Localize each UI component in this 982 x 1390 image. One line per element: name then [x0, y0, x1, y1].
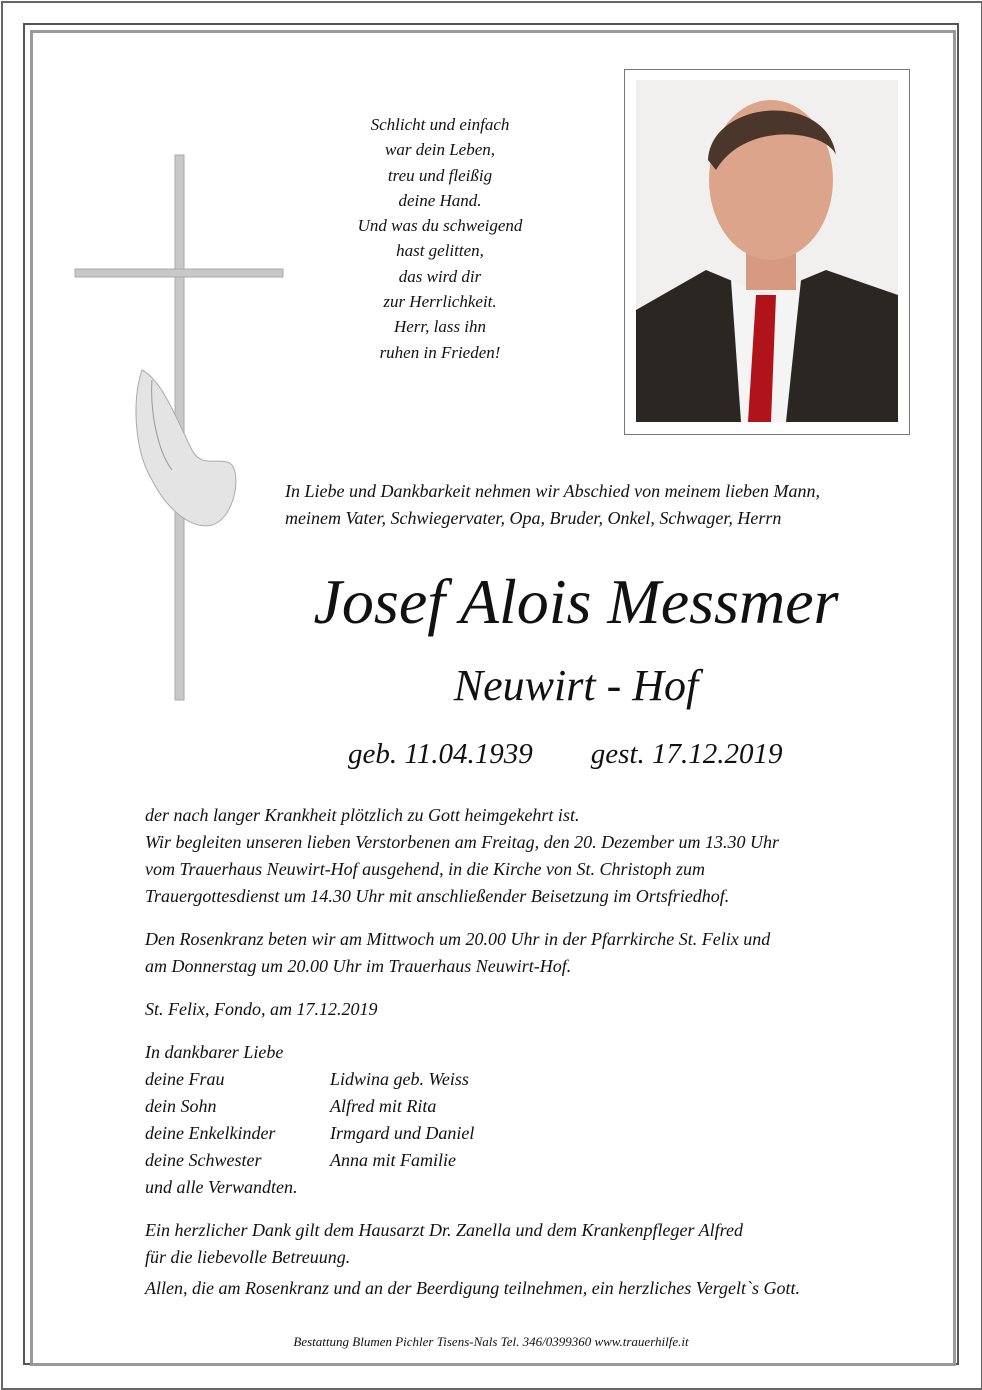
poem-line: deine Hand.	[398, 190, 482, 210]
poem-line: hast gelitten,	[396, 241, 484, 261]
intro-line: meinem Vater, Schwiegervater, Opa, Bruder, Onkel, Schwager, Herrn	[285, 508, 782, 528]
mourner-names: Anna mit Familie	[330, 1150, 456, 1170]
footer-credit: Bestattung Blumen Pichler Tisens-Nals Tel. 346/0399360 www.trauerhilfe.it	[293, 1334, 689, 1349]
poem-line: war dein Leben,	[384, 140, 496, 160]
poem-line: zur Herrlichkeit.	[383, 292, 497, 312]
thanks-line: für die liebevolle Betreuung.	[145, 1247, 351, 1267]
mourners-outro: und alle Verwandten.	[145, 1177, 298, 1197]
thanks-line: Ein herzlicher Dank gilt dem Hausarzt Dr. Zanella und dem Krankenpfleger Alfred	[145, 1220, 743, 1240]
death-date: gest. 17.12.2019	[590, 738, 783, 770]
announcement-line: Wir begleiten unseren lieben Verstorbenen am Freitag, den 20. Dezember um 13.30 Uhr	[145, 832, 780, 852]
announcement-line: Trauergottesdienst um 14.30 Uhr mit anschließender Beisetzung im Ortsfriedhof.	[145, 886, 730, 906]
portrait-frame	[624, 69, 910, 435]
mourner-relation: deine Schwester	[145, 1150, 262, 1170]
mourner-names: Irmgard und Daniel	[330, 1123, 475, 1143]
intro-text	[285, 478, 820, 532]
mourner-names: Lidwina geb. Weiss	[330, 1069, 469, 1089]
poem-line: Herr, lass ihn	[393, 317, 487, 337]
rosary-line: am Donnerstag um 20.00 Uhr im Trauerhaus Neuwirt-Hof.	[145, 956, 572, 976]
intro-line: In Liebe und Dankbarkeit nehmen wir Abschied von meinem lieben Mann,	[285, 481, 821, 501]
poem-line: Schlicht und einfach	[370, 115, 510, 134]
poem-line: treu und fleißig	[387, 165, 493, 185]
birth-date: geb. 11.04.1939	[348, 738, 533, 770]
farm-name: Neuwirt - Hof	[453, 661, 699, 710]
mourner-relation: deine Frau	[145, 1069, 225, 1089]
poem-line: Und was du schweigend	[357, 216, 523, 236]
mourners-intro: In dankbarer Liebe	[145, 1042, 284, 1062]
portrait-photo	[636, 80, 898, 422]
poem-line: ruhen in Frieden!	[379, 342, 501, 362]
rosary-line: Den Rosenkranz beten wir am Mittwoch um 20.00 Uhr in der Pfarrkirche St. Felix und	[145, 929, 771, 949]
obituary-body	[145, 802, 800, 1302]
life-dates	[348, 738, 840, 771]
place-date: St. Felix, Fondo, am 17.12.2019	[145, 999, 378, 1019]
announcement-line: der nach langer Krankheit plötzlich zu Gott heimgekehrt ist.	[145, 805, 580, 825]
mourner-names: Alfred mit Rita	[330, 1096, 437, 1116]
announcement-line: vom Trauerhaus Neuwirt-Hof ausgehend, in die Kirche von St. Christoph zum	[145, 859, 705, 879]
thanks-closing: Allen, die am Rosenkranz und an der Beerdigung teilnehmen, ein herzliches Vergelt`s Gott.	[145, 1278, 801, 1298]
poem-line: das wird dir	[398, 266, 482, 286]
deceased-name: Josef Alois Messmer	[313, 566, 839, 637]
mourners-list	[145, 1066, 800, 1174]
mourner-relation: deine Enkelkinder	[145, 1123, 276, 1143]
mourner-relation: dein Sohn	[145, 1096, 217, 1116]
poem	[300, 112, 580, 365]
